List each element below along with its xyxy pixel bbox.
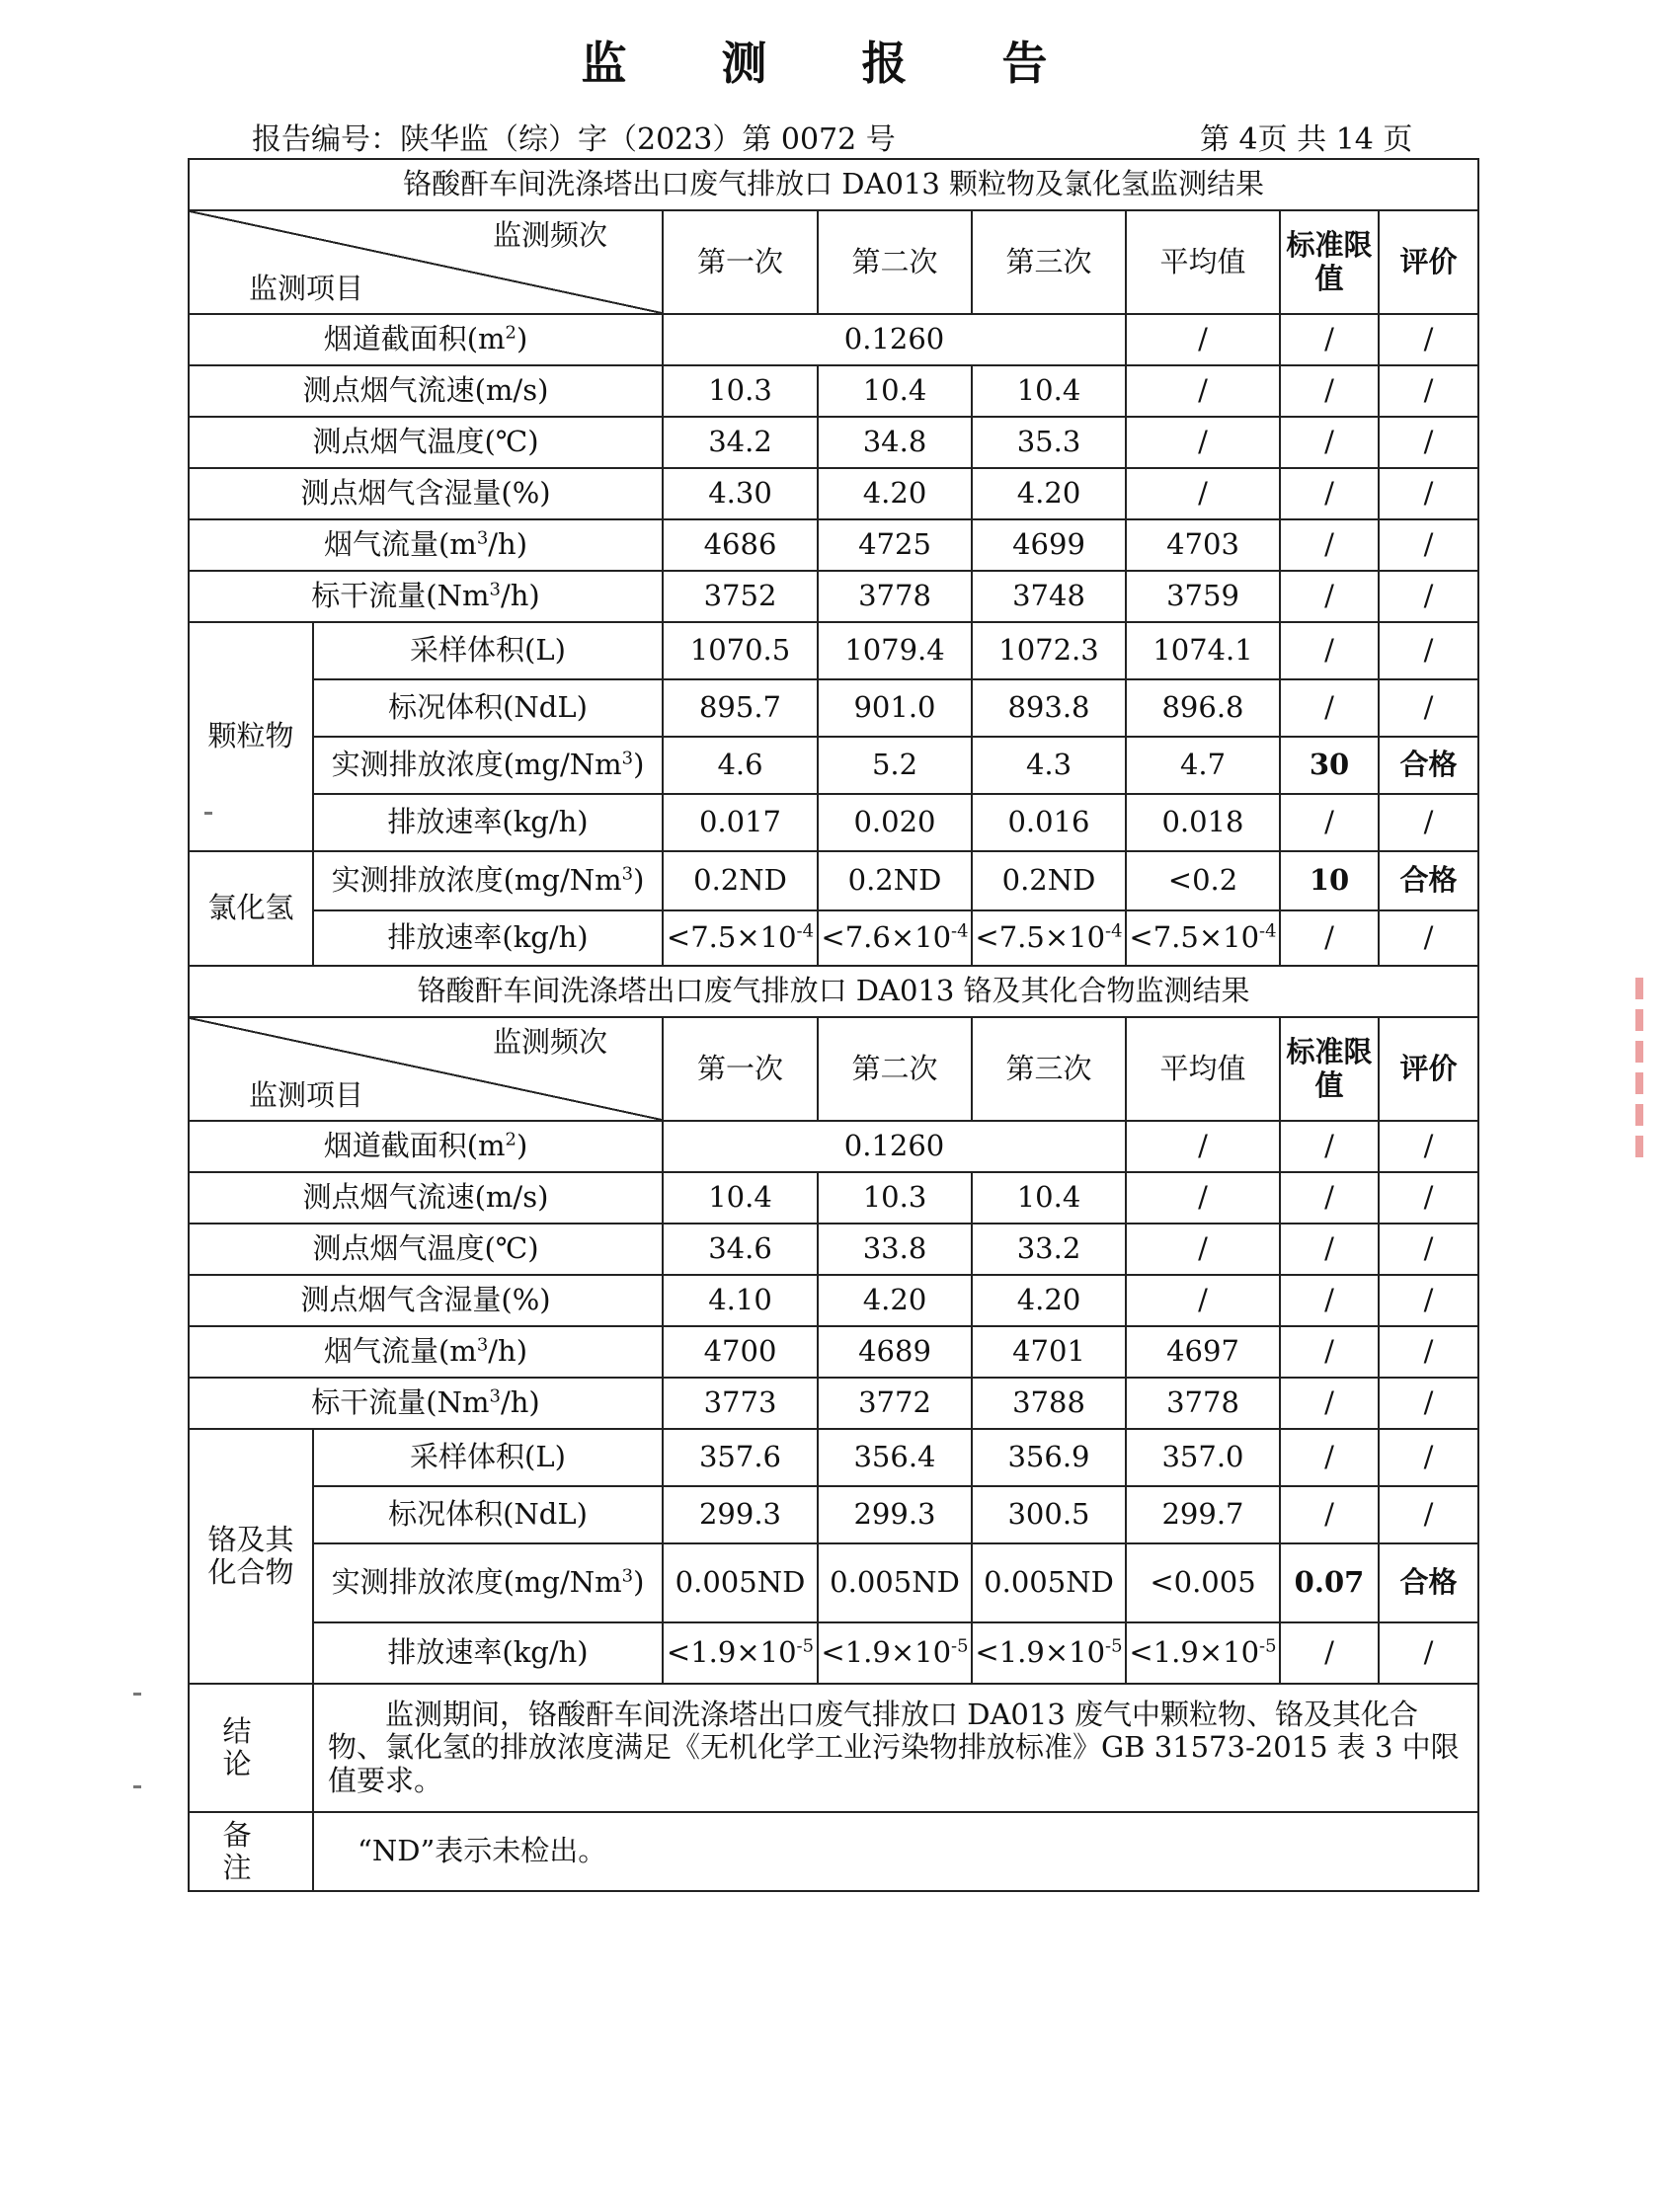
cell: $<7.5\times 10^{-4}$: [1126, 910, 1280, 966]
group-hcl: 氯化氢: [189, 851, 313, 966]
cell: /: [1126, 1224, 1280, 1275]
table-row: [189, 737, 1478, 794]
header-second: 第二次: [818, 1017, 972, 1121]
cell: $<1.9\times 10^{-5}$: [818, 1622, 972, 1684]
row-label-area: 烟道截面积$(m^2)$: [189, 314, 663, 365]
freq-label: 监测频次: [492, 218, 607, 252]
cell: <0.2: [1126, 851, 1280, 910]
group-particulate: 颗粒物: [189, 622, 313, 851]
table-row: [189, 468, 1478, 519]
cell: /: [1379, 1121, 1478, 1172]
table-row: [189, 1622, 1478, 1684]
cell: 300.5: [972, 1486, 1126, 1543]
item-label: 监测项目: [249, 1077, 364, 1112]
cell: /: [1280, 417, 1379, 468]
cell: 3772: [818, 1378, 972, 1429]
cell: /: [1379, 365, 1478, 417]
page-info: 第 4页 共 14 页: [1200, 122, 1413, 157]
cell: 4725: [818, 519, 972, 571]
report-number: 报告编号：陕华监（综）字（2023）第 0072 号: [252, 122, 896, 157]
cell: /: [1280, 1378, 1379, 1429]
row-label: 排放速率(kg/h): [313, 910, 663, 966]
cell: 10.4: [972, 1172, 1126, 1224]
cell: 0.018: [1126, 794, 1280, 851]
cell: /: [1379, 1622, 1478, 1684]
cell: /: [1126, 365, 1280, 417]
cell: 10.3: [818, 1172, 972, 1224]
cell: 4.20: [818, 468, 972, 519]
cell: 4703: [1126, 519, 1280, 571]
document-title: 监 测 报 告: [581, 37, 1087, 90]
cell: /: [1379, 468, 1478, 519]
header-eval: 评价: [1379, 1017, 1478, 1121]
table2-diagonal-header: [189, 1017, 663, 1121]
cell: 0.2ND: [818, 851, 972, 910]
row-label-dry-flow: 标干流量(Nm$^3$/h): [189, 571, 663, 622]
conclusion-text: 监测期间，铬酸酐车间洗涤塔出口废气排放口 DA013 废气中颗粒物、铬及其化合物、氯化氢的排放浓度满足《无机化学工业污染物排放标准》GB 31573-2015 表 3 中限值要求。: [313, 1684, 1478, 1812]
cell: 3752: [663, 571, 818, 622]
cell: /: [1379, 1172, 1478, 1224]
cell: 4.30: [663, 468, 818, 519]
cell: 357.6: [663, 1429, 818, 1486]
area-value: 0.1260: [663, 1121, 1126, 1172]
row-label-flow: 烟气流量$(m^3/h)$: [189, 1326, 663, 1378]
limit-cell: 10: [1280, 851, 1379, 910]
row-label: 测点烟气温度(℃): [189, 1224, 663, 1275]
cell: 0.2ND: [663, 851, 818, 910]
header-eval: 评价: [1379, 210, 1478, 314]
row-label: 标况体积(NdL): [313, 1486, 663, 1543]
row-label: 采样体积(L): [313, 1429, 663, 1486]
cell: 33.2: [972, 1224, 1126, 1275]
header-average: 平均值: [1126, 1017, 1280, 1121]
cell: 1074.1: [1126, 622, 1280, 679]
cell: 10.4: [663, 1172, 818, 1224]
eval-cell: 合格: [1379, 1543, 1478, 1622]
cell: 35.3: [972, 417, 1126, 468]
cell: /: [1280, 1224, 1379, 1275]
cell: 357.0: [1126, 1429, 1280, 1486]
table-row: [189, 365, 1478, 417]
cell: 4.20: [972, 1275, 1126, 1326]
cell: /: [1126, 468, 1280, 519]
cell: /: [1280, 1429, 1379, 1486]
table2-header-row: [189, 1017, 1478, 1121]
table-row: [189, 1543, 1478, 1622]
table1-diagonal-header: [189, 210, 663, 314]
cell: /: [1379, 314, 1478, 365]
cell: 34.6: [663, 1224, 818, 1275]
header-second: 第二次: [818, 210, 972, 314]
table-row: [189, 1172, 1478, 1224]
limit-cell: 0.07: [1280, 1543, 1379, 1622]
cell: /: [1280, 679, 1379, 737]
cell: $<1.9\times 10^{-5}$: [663, 1622, 818, 1684]
freq-label: 监测频次: [492, 1025, 607, 1059]
row-label: 排放速率(kg/h): [313, 794, 663, 851]
table-row: [189, 679, 1478, 737]
cell: 896.8: [1126, 679, 1280, 737]
cell: 4.20: [972, 468, 1126, 519]
cell: 10.4: [818, 365, 972, 417]
table2-title: 铬酸酐车间洗涤塔出口废气排放口 DA013 铬及其化合物监测结果: [189, 966, 1478, 1017]
cell: /: [1379, 679, 1478, 737]
cell: <0.005: [1126, 1543, 1280, 1622]
row-label: 测点烟气含湿量(%): [189, 1275, 663, 1326]
cell: /: [1280, 1121, 1379, 1172]
cell: 4697: [1126, 1326, 1280, 1378]
header-limit: 标准限值: [1280, 1017, 1379, 1121]
table-row: [189, 1224, 1478, 1275]
cell: 1079.4: [818, 622, 972, 679]
row-label: 标况体积(NdL): [313, 679, 663, 737]
cell: /: [1280, 468, 1379, 519]
cell: 1072.3: [972, 622, 1126, 679]
scan-speck: [133, 1693, 141, 1696]
cell: 0.005ND: [972, 1543, 1126, 1622]
cell: 356.9: [972, 1429, 1126, 1486]
cell: 1070.5: [663, 622, 818, 679]
cell: 0.005ND: [818, 1543, 972, 1622]
cell: /: [1379, 1224, 1478, 1275]
row-label: 测点烟气温度(℃): [189, 417, 663, 468]
table1-title: 铬酸酐车间洗涤塔出口废气排放口 DA013 颗粒物及氯化氢监测结果: [189, 159, 1478, 210]
cell: 0.016: [972, 794, 1126, 851]
red-seal-fragment: [1635, 978, 1645, 1234]
table-row: [189, 1378, 1478, 1429]
eval-cell: 合格: [1379, 737, 1478, 794]
row-label: 采样体积(L): [313, 622, 663, 679]
header-third: 第三次: [972, 1017, 1126, 1121]
remark-label: 备 注: [189, 1812, 313, 1891]
monitoring-report-table: [188, 158, 1479, 1892]
cell: /: [1379, 1326, 1478, 1378]
cell: /: [1280, 1172, 1379, 1224]
cell: /: [1280, 622, 1379, 679]
area-value: 0.1260: [663, 314, 1126, 365]
cell: 0.2ND: [972, 851, 1126, 910]
row-label-area: 烟道截面积$(m^2)$: [189, 1121, 663, 1172]
cell: 4699: [972, 519, 1126, 571]
table-row: [189, 417, 1478, 468]
cell: $<7.5\times 10^{-4}$: [663, 910, 818, 966]
cell: /: [1280, 1275, 1379, 1326]
header-third: 第三次: [972, 210, 1126, 314]
cell: /: [1379, 1429, 1478, 1486]
table1-title-row: [189, 159, 1478, 210]
table-row: [189, 851, 1478, 910]
row-label: 测点烟气流速(m/s): [189, 365, 663, 417]
eval-cell: 合格: [1379, 851, 1478, 910]
scan-speck: [133, 1785, 141, 1788]
conclusion-label: 结 论: [189, 1684, 313, 1812]
cell: $<7.6\times 10^{-4}$: [818, 910, 972, 966]
header-first: 第一次: [663, 210, 818, 314]
cell: $<7.5\times 10^{-4}$: [972, 910, 1126, 966]
cell: /: [1280, 1486, 1379, 1543]
cell: 4.3: [972, 737, 1126, 794]
table-row: [189, 622, 1478, 679]
cell: 3788: [972, 1378, 1126, 1429]
table-row: [189, 794, 1478, 851]
cell: 3759: [1126, 571, 1280, 622]
cell: 10.4: [972, 365, 1126, 417]
cell: 10.3: [663, 365, 818, 417]
cell: 34.8: [818, 417, 972, 468]
table-row: [189, 1429, 1478, 1486]
table-row: [189, 1486, 1478, 1543]
cell: /: [1379, 519, 1478, 571]
cell: /: [1280, 365, 1379, 417]
item-label: 监测项目: [249, 271, 364, 305]
table-row: [189, 910, 1478, 966]
cell: /: [1126, 314, 1280, 365]
scan-speck: [204, 812, 212, 815]
cell: /: [1379, 1275, 1478, 1326]
group-chromium: 铬及其 化合物: [189, 1429, 313, 1684]
header-limit: 标准限值: [1280, 210, 1379, 314]
cell: 901.0: [818, 679, 972, 737]
cell: /: [1280, 519, 1379, 571]
table-row: [189, 519, 1478, 571]
row-label-conc: 实测排放浓度(mg/Nm$^3$): [313, 1543, 663, 1622]
cell: 4689: [818, 1326, 972, 1378]
cell: 4.10: [663, 1275, 818, 1326]
table1-header-row: [189, 210, 1478, 314]
cell: /: [1280, 910, 1379, 966]
cell: 4.20: [818, 1275, 972, 1326]
cell: /: [1280, 314, 1379, 365]
cell: /: [1280, 1326, 1379, 1378]
cell: /: [1126, 417, 1280, 468]
cell: 895.7: [663, 679, 818, 737]
cell: /: [1280, 794, 1379, 851]
cell: 3773: [663, 1378, 818, 1429]
limit-cell: 30: [1280, 737, 1379, 794]
cell: 3748: [972, 571, 1126, 622]
cell: 356.4: [818, 1429, 972, 1486]
cell: 893.8: [972, 679, 1126, 737]
cell: 4686: [663, 519, 818, 571]
cell: 3778: [818, 571, 972, 622]
cell: /: [1126, 1275, 1280, 1326]
cell: 4701: [972, 1326, 1126, 1378]
cell: /: [1379, 622, 1478, 679]
cell: 299.3: [818, 1486, 972, 1543]
row-label: 测点烟气含湿量(%): [189, 468, 663, 519]
cell: /: [1379, 794, 1478, 851]
cell: /: [1126, 1172, 1280, 1224]
row-label-flow: 烟气流量$(m^3/h)$: [189, 519, 663, 571]
cell: 299.7: [1126, 1486, 1280, 1543]
cell: /: [1280, 1622, 1379, 1684]
cell: $<1.9\times 10^{-5}$: [1126, 1622, 1280, 1684]
cell: $<1.9\times 10^{-5}$: [972, 1622, 1126, 1684]
table2-title-row: [189, 966, 1478, 1017]
row-label-conc: 实测排放浓度(mg/Nm$^3$): [313, 851, 663, 910]
cell: 0.020: [818, 794, 972, 851]
conclusion-row: [189, 1684, 1478, 1812]
cell: /: [1379, 417, 1478, 468]
cell: 4700: [663, 1326, 818, 1378]
row-label: 测点烟气流速(m/s): [189, 1172, 663, 1224]
cell: 0.017: [663, 794, 818, 851]
cell: 4.7: [1126, 737, 1280, 794]
row-label-dry-flow: 标干流量(Nm$^3$/h): [189, 1378, 663, 1429]
table-row: [189, 1121, 1478, 1172]
table-row: [189, 571, 1478, 622]
cell: 33.8: [818, 1224, 972, 1275]
header-average: 平均值: [1126, 210, 1280, 314]
cell: /: [1379, 1486, 1478, 1543]
cell: 0.005ND: [663, 1543, 818, 1622]
cell: /: [1126, 1121, 1280, 1172]
cell: /: [1280, 571, 1379, 622]
cell: /: [1379, 910, 1478, 966]
cell: 5.2: [818, 737, 972, 794]
table-row: [189, 1326, 1478, 1378]
cell: 4.6: [663, 737, 818, 794]
table-row: [189, 1275, 1478, 1326]
cell: 3778: [1126, 1378, 1280, 1429]
row-label: 排放速率(kg/h): [313, 1622, 663, 1684]
cell: 34.2: [663, 417, 818, 468]
table-row: [189, 314, 1478, 365]
remark-text: “ND”表示未检出。: [313, 1812, 1478, 1891]
row-label-conc: 实测排放浓度(mg/Nm$^3$): [313, 737, 663, 794]
header-first: 第一次: [663, 1017, 818, 1121]
cell: /: [1379, 571, 1478, 622]
cell: /: [1379, 1378, 1478, 1429]
remark-row: [189, 1812, 1478, 1891]
cell: 299.3: [663, 1486, 818, 1543]
